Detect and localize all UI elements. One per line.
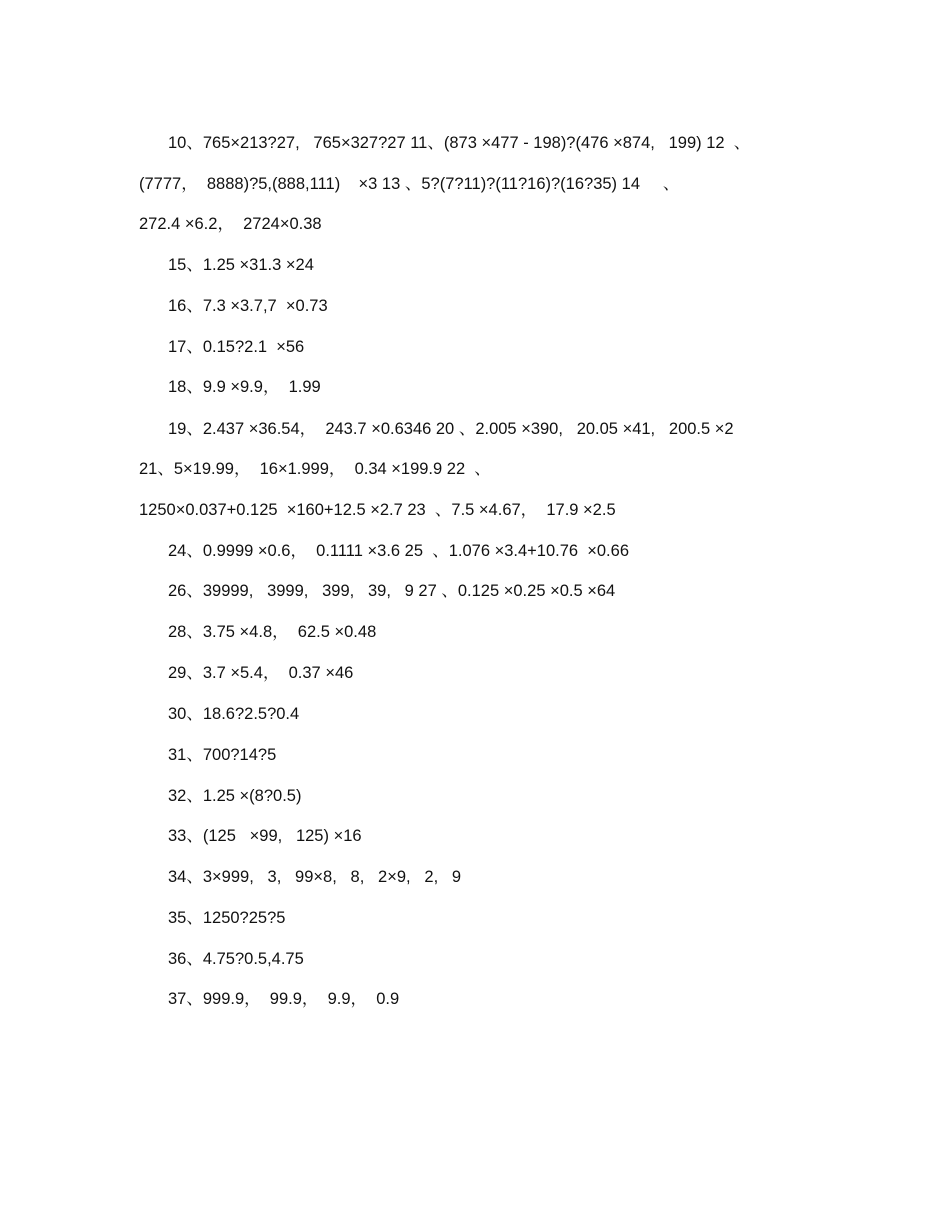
text-line-10: 1250×0.037+0.125 ×160+12.5 ×2.7 23 、7.5 ×4.67， 17.9 ×2.5 (139, 501, 616, 519)
text-line-1: 10、765×213?27, 765×327?27 11、(873 ×477 - 198)?(476 ×874, 199) 12 、 (168, 134, 751, 152)
text-line-3: 272.4 ×6.2， 2724×0.38 (139, 215, 322, 233)
text-line-17: 32、1.25 ×(8?0.5) (168, 787, 302, 805)
text-line-12: 26、39999, 3999, 399, 39, 9 27 、0.125 ×0.25 ×0.5 ×64 (168, 582, 616, 600)
text-line-22: 37、999.9， 99.9， 9.9， 0.9 (168, 990, 400, 1008)
text-line-2: (7777， 8888)?5,(888,111) ×3 13 、5?(7?11)?(11?16)?(16?35) 14 、 (139, 175, 680, 193)
text-line-19: 34、3×999, 3, 99×8, 8, 2×9, 2, 9 (168, 868, 462, 886)
text-line-13: 28、3.75 ×4.8， 62.5 ×0.48 (168, 623, 377, 641)
text-line-9: 21、5×19.99， 16×1.999， 0.34 ×199.9 22 、 (139, 460, 491, 478)
text-line-14: 29、3.7 ×5.4， 0.37 ×46 (168, 664, 354, 682)
text-line-6: 17、0.15?2.1 ×56 (168, 338, 305, 356)
text-line-11: 24、0.9999 ×0.6， 0.1111 ×3.6 25 、1.076 ×3.4+10.76 ×0.66 (168, 542, 629, 560)
text-line-20: 35、1250?25?5 (168, 909, 286, 927)
text-line-4: 15、1.25 ×31.3 ×24 (168, 256, 314, 274)
text-line-16: 31、700?14?5 (168, 746, 277, 764)
text-line-5: 16、7.3 ×3.7,7 ×0.73 (168, 297, 328, 315)
text-line-7: 18、9.9 ×9.9， 1.99 (168, 378, 321, 396)
text-line-8: 19、2.437 ×36.54， 243.7 ×0.6346 20 、2.005 ×390, 20.05 ×41, 200.5 ×2 (168, 420, 734, 438)
text-line-15: 30、18.6?2.5?0.4 (168, 705, 300, 723)
text-line-21: 36、4.75?0.5,4.75 (168, 950, 304, 968)
text-line-18: 33、(125 ×99, 125) ×16 (168, 827, 362, 845)
